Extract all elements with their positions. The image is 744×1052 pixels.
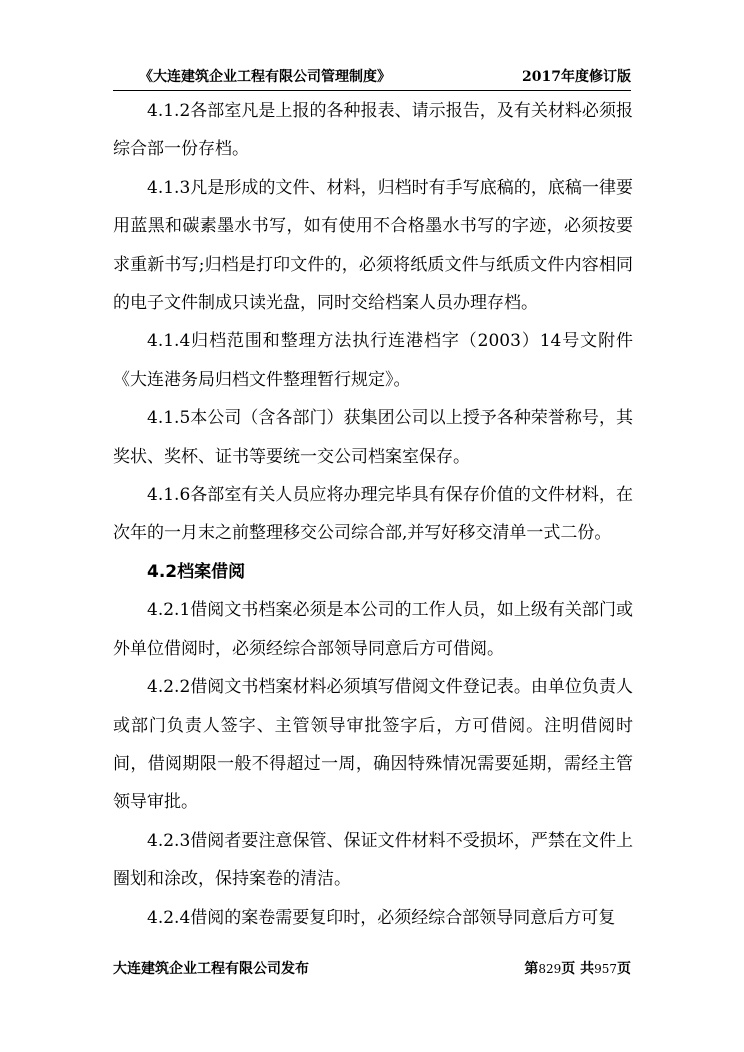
paragraph-4-1-4: 4.1.4归档范围和整理方法执行连港档字（2003）14号文附件《大连港务局归档文件整理暂行规定》。 [113,331,633,390]
paragraph-4-2-2: 4.2.2借阅文书档案材料必须填写借阅文件登记表。由单位负责人或部门负责人签字、主管领导审批签字后，方可借阅。注明借阅时间，借阅期限一般不得超过一周，确因特殊情况需要延期，需经主管领导审批。 [113,677,633,813]
publisher-label: 大连建筑企业工程有限公司发布 [113,961,309,977]
page-footer [113,958,631,982]
paragraph-4-1-2: 4.1.2各部室凡是上报的各种报表、请示报告，及有关材料必须报综合部一份存档。 [113,101,633,160]
paragraph-4-1-6: 4.1.6各部室有关人员应将办理完毕具有保存价值的文件材料，在次年的一月末之前整理移交公司综合部,并写好移交清单一式二份。 [113,485,633,544]
page-mid: 页 共 [561,961,595,977]
document-title: 《大连建筑企业工程有限公司管理制度》 [139,69,391,85]
paragraph-4-1-3: 4.1.3凡是形成的文件、材料，归档时有手写底稿的，底稿一律要用蓝黑和碳素墨水书写，如有使用不合格墨水书写的字迹，必须按要求重新书写;归档是打印文件的，必须将纸质文件与纸质文件内容相同的电子文件制成只读光盘，同时交给档案人员办理存档。 [113,177,633,314]
paragraph-4-2-3: 4.2.3借阅者要注意保管、保证文件材料不受损坏，严禁在文件上圈划和涂改，保持案卷的清洁。 [113,830,633,890]
document-body [113,92,633,937]
paragraph-4-2-1: 4.2.1借阅文书档案必须是本公司的工作人员，如上级有关部门或外单位借阅时，必须经综合部领导同意后方可借阅。 [113,600,633,659]
page-suffix: 页 [617,961,631,977]
section-heading-4-2: 4.2档案借阅 [147,561,246,582]
total-pages: 957 [594,962,617,976]
paragraph-4-2-4: 4.2.4借阅的案卷需要复印时，必须经综合部领导同意后方可复 [147,907,616,928]
page-number: 829 [538,962,562,976]
page-indicator [524,958,631,980]
paragraph-4-1-5: 4.1.5本公司（含各部门）获集团公司以上授予各种荣誉称号，其奖状、奖杯、证书等要统一交公司档案室保存。 [113,408,633,467]
page-prefix: 第 [524,961,539,977]
version-label: 2017年度修订版 [522,69,631,85]
page-header [113,68,631,91]
